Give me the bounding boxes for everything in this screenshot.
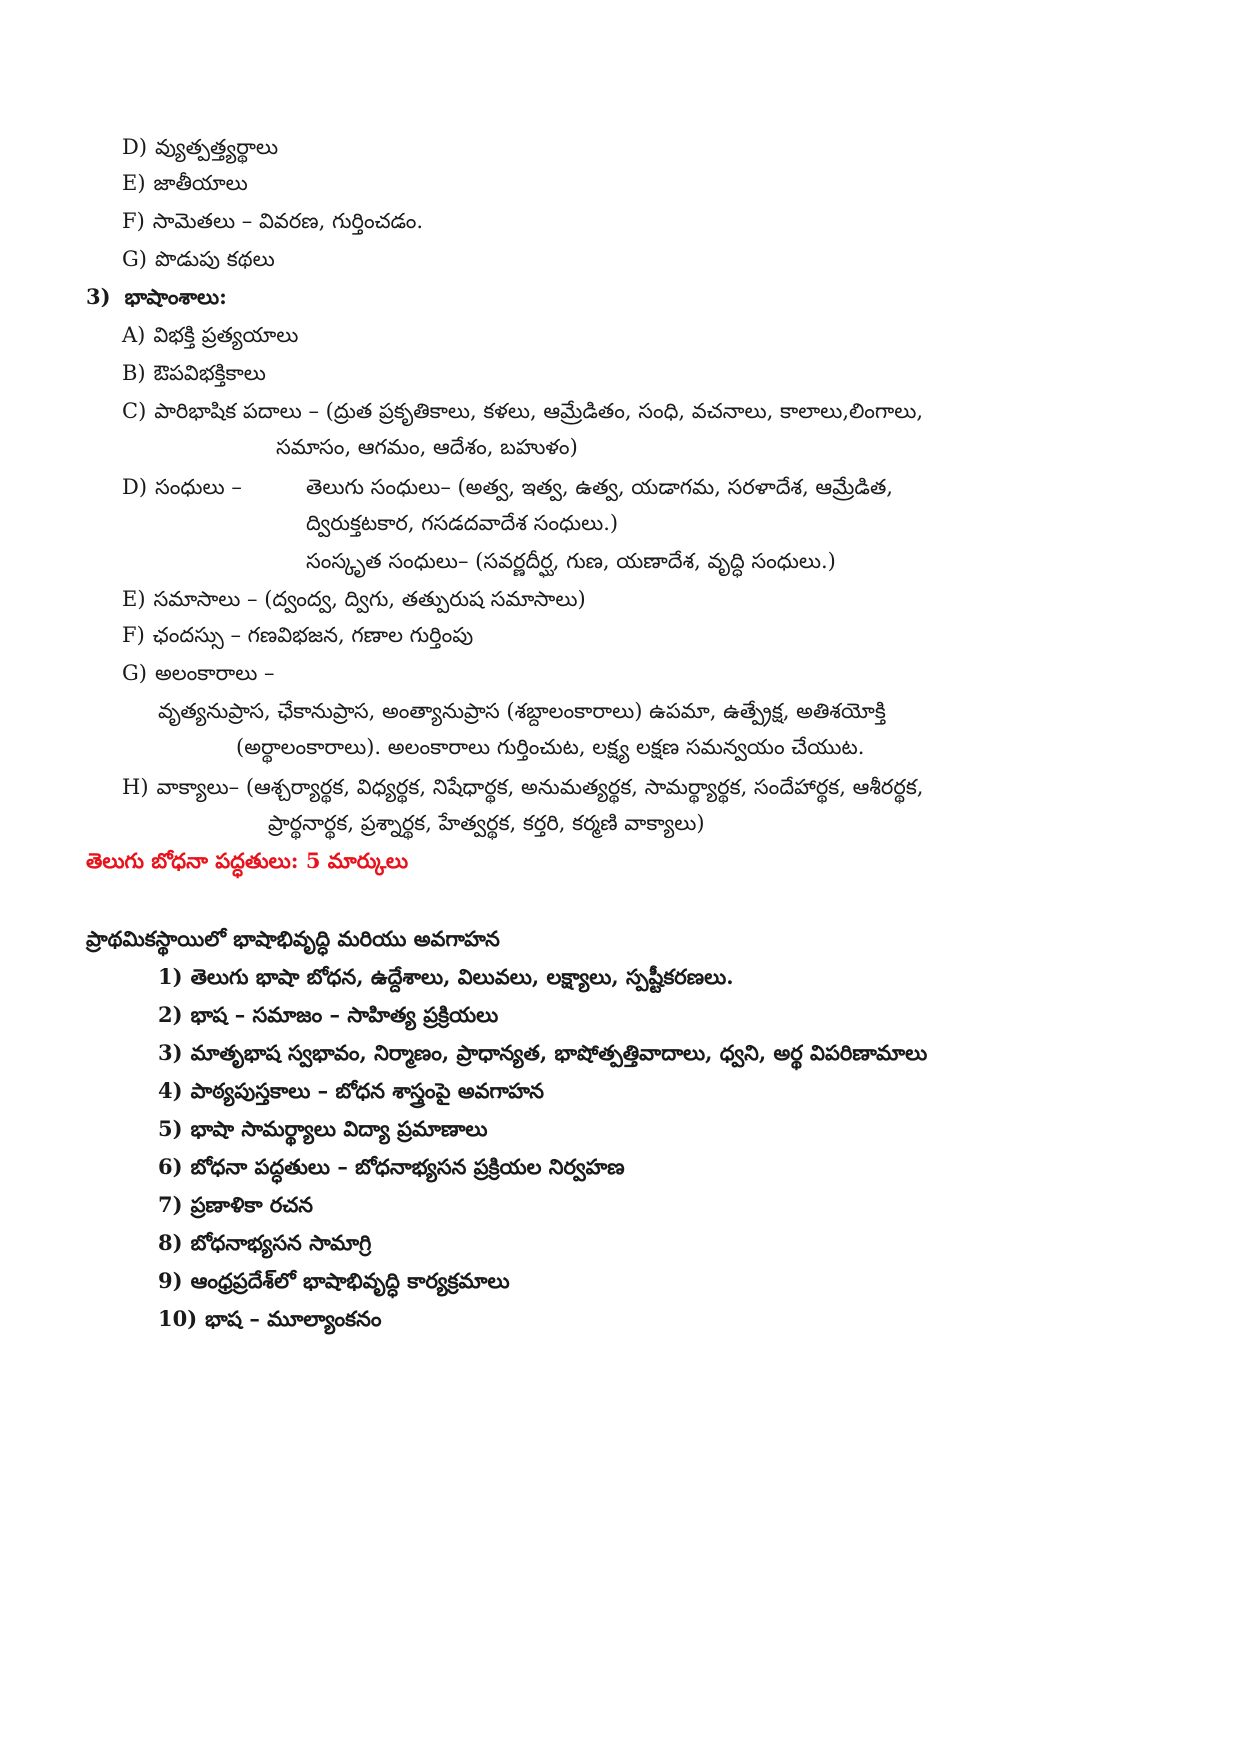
item-text: భాష – సమాజం – సాహిత్య ప్రక్రియలు (190, 1002, 499, 1027)
item-text: ఔపవిభక్తికాలు (153, 361, 266, 385)
list-item-line: తెలుగు సంధులు– (అత్వ, ఇత్వ, ఉత్వ, యడాగమ, సరళాదేశ, ఆమ్రేడిత, (306, 475, 893, 499)
item-marker: 5) (158, 1116, 183, 1141)
list-item (158, 1000, 498, 1030)
list-item (122, 244, 275, 274)
item-text: సమాసాలు – (ద్వంద్వ, ద్విగు, తత్పురుష సమాసాలు) (153, 587, 586, 611)
item-text: సామెతలు – వివరణ, గుర్తించడం. (152, 209, 424, 233)
item-text: బోధనా పద్ధతులు – బోధనాభ్యసన ప్రక్రియల నిర్వహణ (190, 1154, 625, 1179)
list-item-line: (అర్థాలంకారాలు). అలంకారాలు గుర్తించుట, లక్ష్య లక్షణ సమన్వయం చేయుట. (236, 735, 865, 759)
list-item (122, 584, 586, 614)
list-item-line: ద్విరుక్తటకార, గసడదవాదేశ సంధులు.) (306, 511, 619, 535)
primary-heading: ప్రాథమికస్థాయిలో భాషాభివృద్ధి మరియు అవగాహన (86, 926, 500, 951)
list-item (158, 1114, 488, 1144)
item-text: జాతీయాలు (153, 171, 248, 195)
list-item-continuation: సమాసం, ఆగమం, ఆదేశం, బహుళం) (276, 435, 578, 459)
item-marker: 7) (158, 1192, 183, 1217)
item-label: సంధులు – (155, 475, 242, 499)
list-item (158, 1152, 625, 1182)
list-item (122, 132, 278, 162)
list-item (122, 472, 242, 502)
item-marker: E) (122, 587, 146, 611)
item-marker: G) (122, 661, 147, 685)
item-text: పాఠ్యపుస్తకాలు – బోధన శాస్త్రంపై అవగాహన (190, 1078, 545, 1103)
list-item-line: వృత్యనుప్రాస, ఛేకానుప్రాస, అంత్యానుప్రాస (శబ్దాలంకారాలు) ఉపమా, ఉత్ప్రేక్ష, అతిశయోక్తి (158, 699, 886, 723)
list-item (158, 1038, 927, 1068)
item-marker: C) (122, 399, 147, 423)
item-marker: B) (122, 361, 146, 385)
item-text: వాక్యాలు– (ఆశ్చర్యార్థక, విధ్యర్థక, నిషేధార్థక, అనుమత్యర్థక, సామర్థ్యార్థక, సందేహార్థక, ఆశీరర్థక, (156, 775, 924, 799)
item-marker: E) (122, 171, 146, 195)
list-item (158, 962, 734, 992)
list-item (122, 658, 275, 688)
item-text: భాష – మూల్యాంకనం (205, 1306, 382, 1331)
methods-heading: తెలుగు బోధనా పద్ధతులు: 5 మార్కులు (86, 848, 409, 873)
item-marker: 4) (158, 1078, 183, 1103)
item-marker: 6) (158, 1154, 183, 1179)
item-text: ఆంధ్రప్రదేశ్‌లో భాషాభివృద్ధి కార్యక్రమాలు (190, 1268, 510, 1293)
list-item (122, 396, 923, 426)
section-heading (86, 282, 227, 312)
item-marker: 8) (158, 1230, 183, 1255)
list-item (158, 1304, 382, 1334)
list-item (158, 1266, 510, 1296)
section-number: 3) (86, 284, 111, 309)
list-item (122, 620, 473, 650)
item-text: పొడుపు కథలు (154, 247, 275, 271)
list-item (158, 1228, 371, 1258)
list-item (158, 1076, 544, 1106)
item-marker: H) (122, 775, 149, 799)
item-text: ఛందస్సు – గణవిభజన, గణాల గుర్తింపు (152, 623, 474, 647)
item-marker: D) (122, 135, 148, 159)
list-item (122, 168, 248, 198)
item-marker: D) (122, 475, 148, 499)
list-item (122, 320, 298, 350)
item-text: విభక్తి ప్రత్యయాలు (153, 323, 299, 347)
section-title: భాషాంశాలు: (124, 284, 227, 309)
item-text: పారిభాషిక పదాలు – (ద్రుత ప్రకృతికాలు, కళలు, ఆమ్రేడితం, సంధి, వచనాలు, కాలాలు,లింగాలు, (154, 399, 924, 423)
list-item (122, 206, 423, 236)
list-item-line: సంస్కృత సంధులు– (సవర్ణదీర్ఘ, గుణ, యణాదేశ, వృద్ధి సంధులు.) (306, 549, 836, 573)
item-marker: F) (122, 623, 145, 647)
list-item-continuation: ప్రార్థనార్థక, ప్రశ్నార్థక, హేత్వర్థక, కర్తరి, కర్మణి వాక్యాలు) (268, 811, 705, 835)
item-text: తెలుగు భాషా బోధన, ఉద్దేశాలు, విలువలు, లక్ష్యాలు, స్పష్టీకరణలు. (190, 964, 734, 989)
item-text: ప్రణాళికా రచన (190, 1192, 314, 1217)
list-item (122, 772, 923, 802)
item-marker: 1) (158, 964, 183, 989)
item-text: వ్యుత్పత్త్యర్థాలు (155, 135, 279, 159)
item-marker: 3) (158, 1040, 183, 1065)
item-marker: A) (122, 323, 146, 347)
list-item (158, 1190, 313, 1220)
item-text: అలంకారాలు – (154, 661, 275, 685)
item-marker: 2) (158, 1002, 183, 1027)
item-text: బోధనాభ్యసన సామాగ్రి (190, 1230, 372, 1255)
item-marker: G) (122, 247, 147, 271)
item-text: మాతృభాష స్వభావం, నిర్మాణం, ప్రాధాన్యత, భాషోత్పత్తివాదాలు, ధ్వని, అర్థ విపరిణామాలు (190, 1040, 928, 1065)
list-item (122, 358, 266, 388)
item-marker: 10) (158, 1306, 198, 1331)
item-marker: 9) (158, 1268, 183, 1293)
item-marker: F) (122, 209, 145, 233)
item-text: భాషా సామర్థ్యాలు విద్యా ప్రమాణాలు (190, 1116, 488, 1141)
